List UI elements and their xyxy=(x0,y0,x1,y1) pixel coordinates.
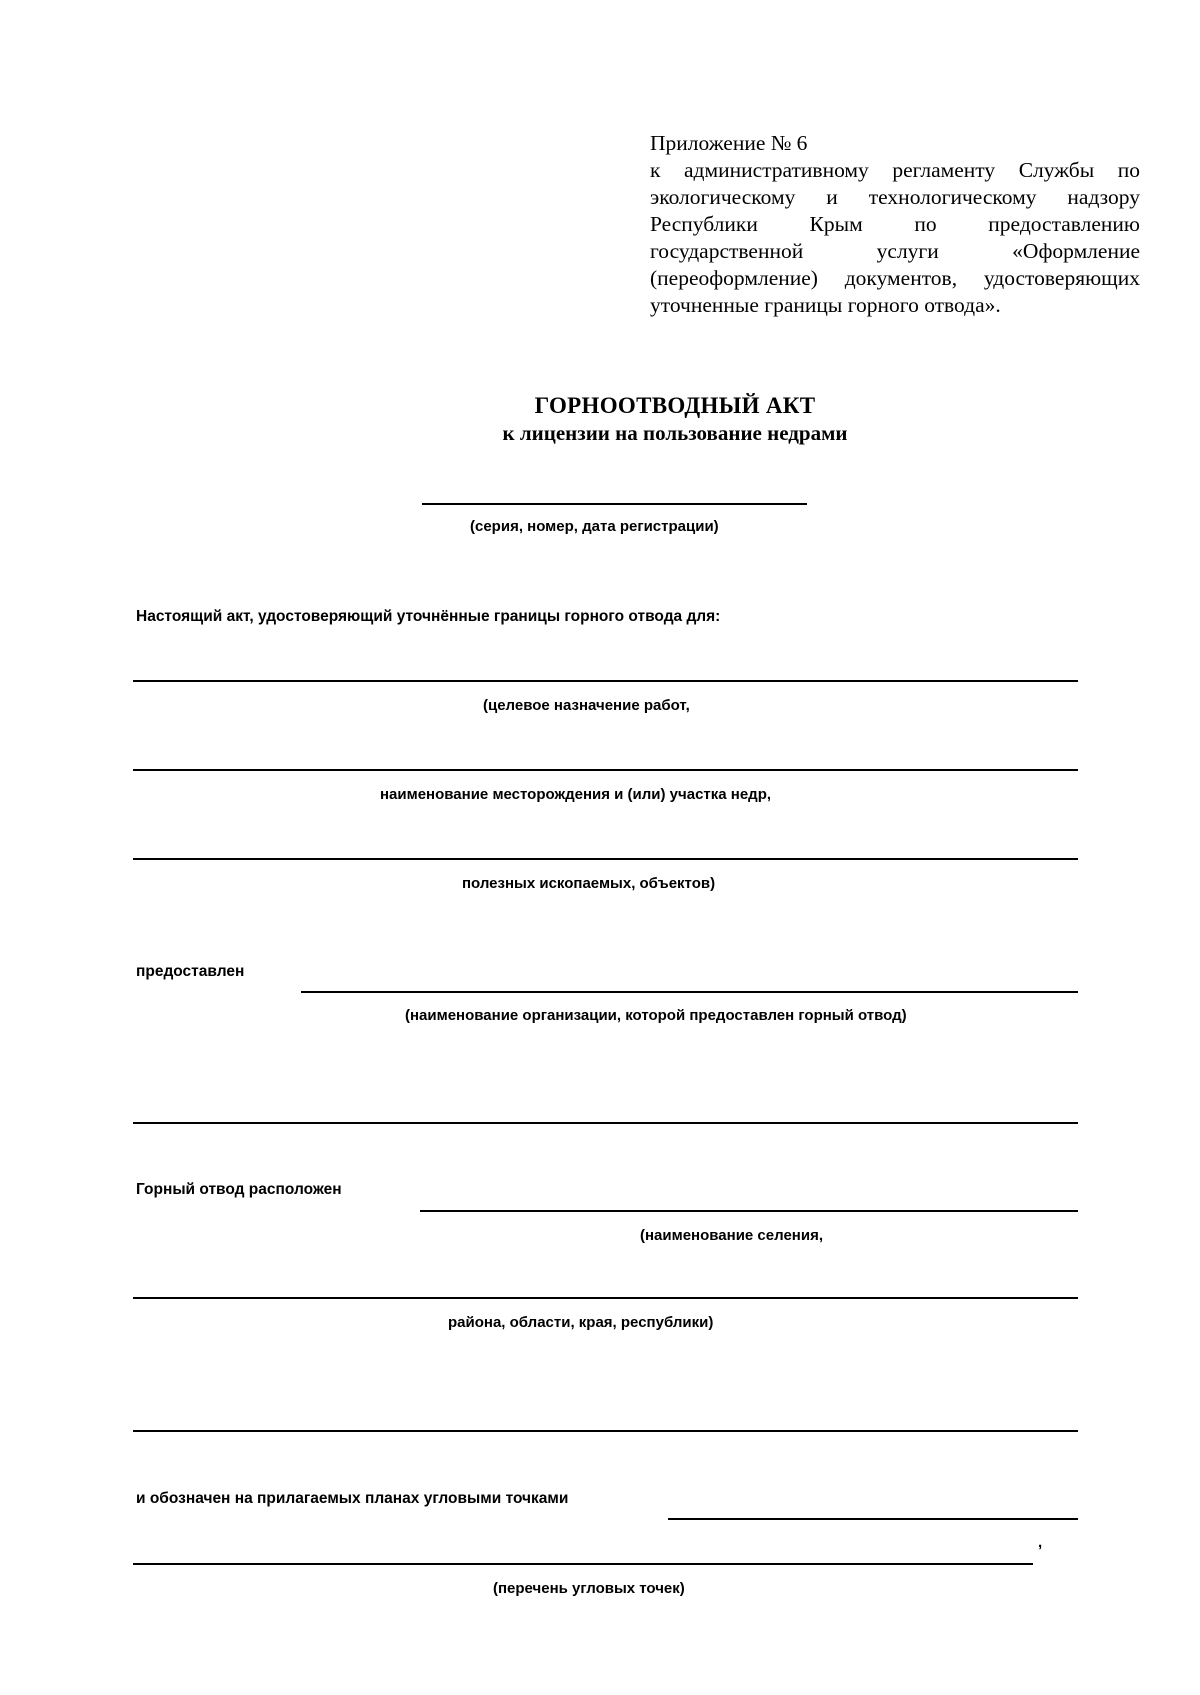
points-line-1 xyxy=(668,1518,1078,1520)
appendix-block xyxy=(650,130,1140,319)
location-caption-2: района, области, края, республики) xyxy=(448,1314,714,1331)
purpose-line-2 xyxy=(133,769,1078,771)
granted-line xyxy=(301,991,1078,993)
intro-text: Настоящий акт, удостоверяющий уточнённые границы горного отвода для: xyxy=(136,608,721,625)
purpose-caption-2: наименование месторождения и (или) участка недр, xyxy=(380,786,772,803)
points-caption: (перечень угловых точек) xyxy=(493,1580,685,1597)
points-label: и обозначен на прилагаемых планах угловыми точками xyxy=(136,1490,569,1507)
purpose-caption-1: (целевое назначение работ, xyxy=(483,697,690,714)
location-extra-line xyxy=(133,1430,1078,1432)
purpose-line-1 xyxy=(133,680,1078,682)
location-caption-1: (наименование селения, xyxy=(640,1227,823,1244)
granted-label: предоставлен xyxy=(136,963,245,980)
points-line-2 xyxy=(133,1563,1033,1565)
appendix-text: к административному регламенту Службы по экологическому и технологическому надзору Республики Крым по предоставлению государственной услуги «Оформление (переоформление) документов, удостоверяющих уточненные границы горного отвода». xyxy=(650,158,1140,317)
document-subtitle: к лицензии на пользование недрами xyxy=(502,421,848,445)
purpose-line-3 xyxy=(133,858,1078,860)
location-line-1 xyxy=(420,1210,1078,1212)
appendix-number: Приложение № 6 xyxy=(650,131,808,155)
registration-caption: (серия, номер, дата регистрации) xyxy=(470,518,719,535)
points-comma: , xyxy=(1038,1534,1043,1551)
purpose-caption-3: полезных ископаемых, объектов) xyxy=(462,875,716,892)
granted-caption: (наименование организации, которой предоставлен горный отвод) xyxy=(405,1007,907,1024)
location-label: Горный отвод расположен xyxy=(136,1181,342,1198)
granted-extra-line xyxy=(133,1122,1078,1124)
registration-line xyxy=(422,503,807,505)
location-line-2 xyxy=(133,1297,1078,1299)
document-title: ГОРНООТВОДНЫЙ АКТ xyxy=(534,393,816,418)
